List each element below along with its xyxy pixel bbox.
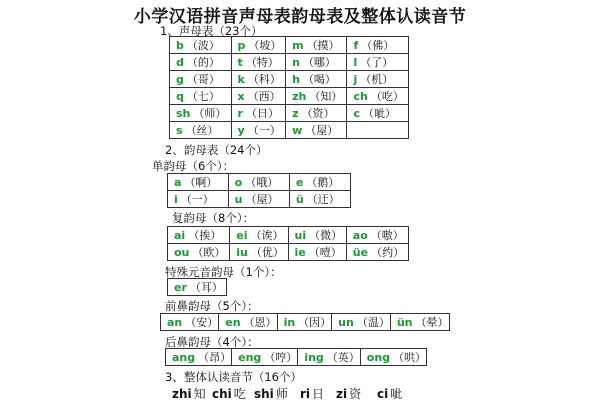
pinyin-label: chi xyxy=(212,387,232,401)
hanzi-label: （了） xyxy=(360,56,394,69)
table-cell xyxy=(346,227,408,244)
table-cell xyxy=(230,227,288,244)
back-nasal-heading: 后鼻韵母（4个）： xyxy=(165,335,259,349)
table-cell xyxy=(228,191,289,208)
table-row xyxy=(170,105,409,122)
hanzi-label: （安） xyxy=(185,316,219,329)
hanzi-label: （的） xyxy=(186,56,220,69)
hanzi-label: （哼） xyxy=(264,351,298,364)
table-cell xyxy=(170,122,232,139)
pinyin-label: üe xyxy=(352,246,369,259)
hanzi-label: （微） xyxy=(309,229,343,242)
table-cell xyxy=(289,191,350,208)
pinyin-label: b xyxy=(176,39,184,52)
compound-finals-table xyxy=(167,226,409,261)
pinyin-label: ong xyxy=(366,351,391,364)
pinyin-label: ü xyxy=(295,193,304,206)
hanzi-label: 吃 xyxy=(233,387,246,401)
hanzi-label: （一） xyxy=(180,193,214,206)
table-cell xyxy=(168,191,229,208)
table-row xyxy=(168,174,351,191)
front-nasal-table xyxy=(160,313,450,331)
table-cell xyxy=(232,349,298,366)
initials-table xyxy=(169,36,409,139)
hanzi-label: （机） xyxy=(360,73,394,86)
front-nasal-heading: 前鼻韵母（5个）： xyxy=(165,299,259,313)
pinyin-label: i xyxy=(174,193,178,206)
table-cell xyxy=(286,105,347,122)
table-cell xyxy=(166,349,232,366)
hanzi-label: （昂） xyxy=(198,351,232,364)
table-row xyxy=(170,88,409,105)
hanzi-label: （科） xyxy=(247,73,281,86)
whole-syllable-item xyxy=(377,385,402,402)
table-cell xyxy=(230,244,288,261)
pinyin-label: q xyxy=(176,90,184,103)
hanzi-label: （啊） xyxy=(184,176,218,189)
hanzi-label: （摸） xyxy=(306,39,340,52)
table-cell xyxy=(288,227,346,244)
table-cell xyxy=(168,279,227,296)
table-cell xyxy=(347,122,409,139)
table-cell xyxy=(170,71,232,88)
pinyin-label: ai xyxy=(174,229,186,242)
pinyin-label: z xyxy=(292,107,299,120)
pinyin-label: p xyxy=(237,39,246,52)
hanzi-label: （温） xyxy=(356,316,390,329)
hanzi-label: （耳） xyxy=(189,281,223,294)
pinyin-label: x xyxy=(237,90,245,103)
whole-syllable-item xyxy=(336,385,361,402)
pinyin-label: ci xyxy=(377,387,389,401)
pinyin-label: j xyxy=(353,73,358,86)
hanzi-label: （哄） xyxy=(393,351,427,364)
hanzi-label: （喝） xyxy=(302,73,336,86)
hanzi-label: 师 xyxy=(275,387,288,401)
hanzi-label: （资） xyxy=(301,107,335,120)
hanzi-label: （佛） xyxy=(361,39,395,52)
hanzi-label: 日 xyxy=(312,387,325,401)
table-row xyxy=(170,54,409,71)
table-row xyxy=(170,71,409,88)
table-cell xyxy=(288,244,346,261)
table-cell xyxy=(231,88,286,105)
hanzi-label: （欧） xyxy=(192,246,226,259)
hanzi-label: （噎） xyxy=(308,246,342,259)
table-cell xyxy=(170,37,232,54)
hanzi-label: （嗷） xyxy=(370,229,404,242)
pinyin-label: ao xyxy=(352,229,368,242)
table-row xyxy=(168,227,409,244)
hanzi-label: （屋） xyxy=(245,193,279,206)
pinyin-label: m xyxy=(292,39,304,52)
table-cell xyxy=(277,314,332,331)
pinyin-label: ch xyxy=(353,90,368,103)
table-cell xyxy=(332,314,391,331)
pinyin-label: iu xyxy=(236,246,248,259)
pinyin-label: r xyxy=(237,107,243,120)
pinyin-label: zi xyxy=(336,387,348,401)
hanzi-label: （呲） xyxy=(363,107,396,120)
finals-heading: 2、韵母表（24个） xyxy=(165,143,268,157)
pinyin-label: s xyxy=(176,124,183,137)
table-cell xyxy=(390,314,449,331)
page-title: 小学汉语拼音声母表韵母表及整体认读音节 xyxy=(133,7,467,27)
hanzi-label: （日） xyxy=(245,107,279,120)
hanzi-label: （西） xyxy=(247,90,281,103)
pinyin-label: ui xyxy=(294,229,307,242)
pinyin-label: zh xyxy=(292,90,307,103)
table-cell xyxy=(346,244,408,261)
hanzi-label: （晕） xyxy=(415,316,449,329)
pinyin-label: en xyxy=(225,316,241,329)
table-cell xyxy=(286,54,347,71)
pinyin-label: n xyxy=(292,56,300,69)
hanzi-label: （哦） xyxy=(245,176,279,189)
single-finals-heading: 单韵母（6个）： xyxy=(152,159,235,173)
back-nasal-table xyxy=(165,348,427,366)
table-row xyxy=(168,244,409,261)
pinyin-label: ing xyxy=(304,351,324,364)
pinyin-label: w xyxy=(292,124,303,137)
pinyin-label: e xyxy=(295,176,304,189)
pinyin-label: shi xyxy=(254,387,274,401)
hanzi-label: （波） xyxy=(186,39,220,52)
table-row xyxy=(168,191,351,208)
table-row xyxy=(170,122,409,139)
table-cell xyxy=(347,88,409,105)
table-row xyxy=(168,279,227,296)
table-cell xyxy=(231,71,286,88)
pinyin-label: eng xyxy=(238,351,262,364)
hanzi-label: 呲 xyxy=(390,387,403,401)
hanzi-label: （一） xyxy=(247,124,281,137)
table-cell xyxy=(170,54,232,71)
table-cell xyxy=(286,37,347,54)
table-row xyxy=(161,314,450,331)
table-row xyxy=(166,349,427,366)
table-cell xyxy=(286,88,347,105)
hanzi-label: （特） xyxy=(245,56,279,69)
whole-syllables-heading: 3、整体认读音节（16个） xyxy=(165,370,302,384)
pinyin-label: f xyxy=(353,39,359,52)
pinyin-label: y xyxy=(237,124,245,137)
table-cell xyxy=(289,174,350,191)
table-cell xyxy=(231,122,286,139)
table-cell xyxy=(168,174,229,191)
pinyin-label: l xyxy=(353,56,358,69)
hanzi-label: （鹅） xyxy=(306,176,340,189)
pinyin-label: o xyxy=(234,176,243,189)
pinyin-label: ei xyxy=(236,229,248,242)
pinyin-label: h xyxy=(292,73,300,86)
whole-syllable-item xyxy=(254,385,288,402)
pinyin-label: ie xyxy=(294,246,306,259)
hanzi-label: 资 xyxy=(349,387,362,401)
special-finals-heading: 特殊元音韵母（1个）： xyxy=(165,265,282,279)
pinyin-label: c xyxy=(353,107,360,120)
pinyin-label: d xyxy=(176,56,184,69)
hanzi-label: （因） xyxy=(298,316,332,329)
hanzi-label: （屋） xyxy=(305,124,339,137)
table-cell xyxy=(286,71,347,88)
table-row xyxy=(170,37,409,54)
pinyin-label: ün xyxy=(396,316,413,329)
pinyin-label: an xyxy=(167,316,183,329)
pinyin-label: sh xyxy=(176,107,191,120)
table-cell xyxy=(219,314,277,331)
pinyin-label: u xyxy=(234,193,243,206)
pinyin-label: in xyxy=(283,316,296,329)
initials-heading: 1、声母表（23个） xyxy=(160,24,263,38)
hanzi-label: （吃） xyxy=(370,90,404,103)
hanzi-label: （英） xyxy=(326,351,360,364)
table-cell xyxy=(170,105,232,122)
table-cell xyxy=(168,244,230,261)
hanzi-label: （恩） xyxy=(243,316,277,329)
table-cell xyxy=(170,88,232,105)
hanzi-label: （诶） xyxy=(250,229,284,242)
table-cell xyxy=(231,54,286,71)
table-cell xyxy=(168,227,230,244)
special-finals-table xyxy=(167,278,227,296)
pinyin-label: a xyxy=(174,176,182,189)
hanzi-label: （挨） xyxy=(188,229,222,242)
hanzi-label: （哥） xyxy=(186,73,220,86)
pinyin-label: ou xyxy=(174,246,190,259)
single-finals-table xyxy=(167,173,351,208)
pinyin-label: zhi xyxy=(172,387,192,401)
pinyin-label: k xyxy=(237,73,245,86)
table-cell xyxy=(347,105,409,122)
table-cell xyxy=(228,174,289,191)
pinyin-label: er xyxy=(174,281,187,294)
table-cell xyxy=(298,349,360,366)
table-cell xyxy=(286,122,347,139)
table-cell xyxy=(161,314,219,331)
whole-syllable-item xyxy=(212,385,246,402)
hanzi-label: （七） xyxy=(186,90,220,103)
hanzi-label: 知 xyxy=(193,387,206,401)
pinyin-label: ri xyxy=(300,387,311,401)
table-cell xyxy=(347,71,409,88)
table-cell xyxy=(347,54,409,71)
table-cell xyxy=(347,37,409,54)
table-cell xyxy=(231,105,286,122)
hanzi-label: （师） xyxy=(193,107,227,120)
hanzi-label: （知） xyxy=(309,90,343,103)
pinyin-label: t xyxy=(237,56,243,69)
whole-syllable-item xyxy=(300,385,324,402)
pinyin-label: un xyxy=(338,316,354,329)
compound-finals-heading: 复韵母（8个）： xyxy=(172,211,255,225)
whole-syllable-item xyxy=(172,385,206,402)
hanzi-label: （迂） xyxy=(306,193,340,206)
hanzi-label: （哪） xyxy=(302,56,336,69)
hanzi-label: （坡） xyxy=(248,39,282,52)
pinyin-label: ang xyxy=(172,351,196,364)
hanzi-label: （丝） xyxy=(185,124,219,137)
table-cell xyxy=(231,37,286,54)
hanzi-label: （约） xyxy=(371,246,405,259)
pinyin-label: g xyxy=(176,73,184,86)
whole-syllables-row xyxy=(172,385,442,399)
hanzi-label: （优） xyxy=(250,246,284,259)
table-cell xyxy=(360,349,426,366)
